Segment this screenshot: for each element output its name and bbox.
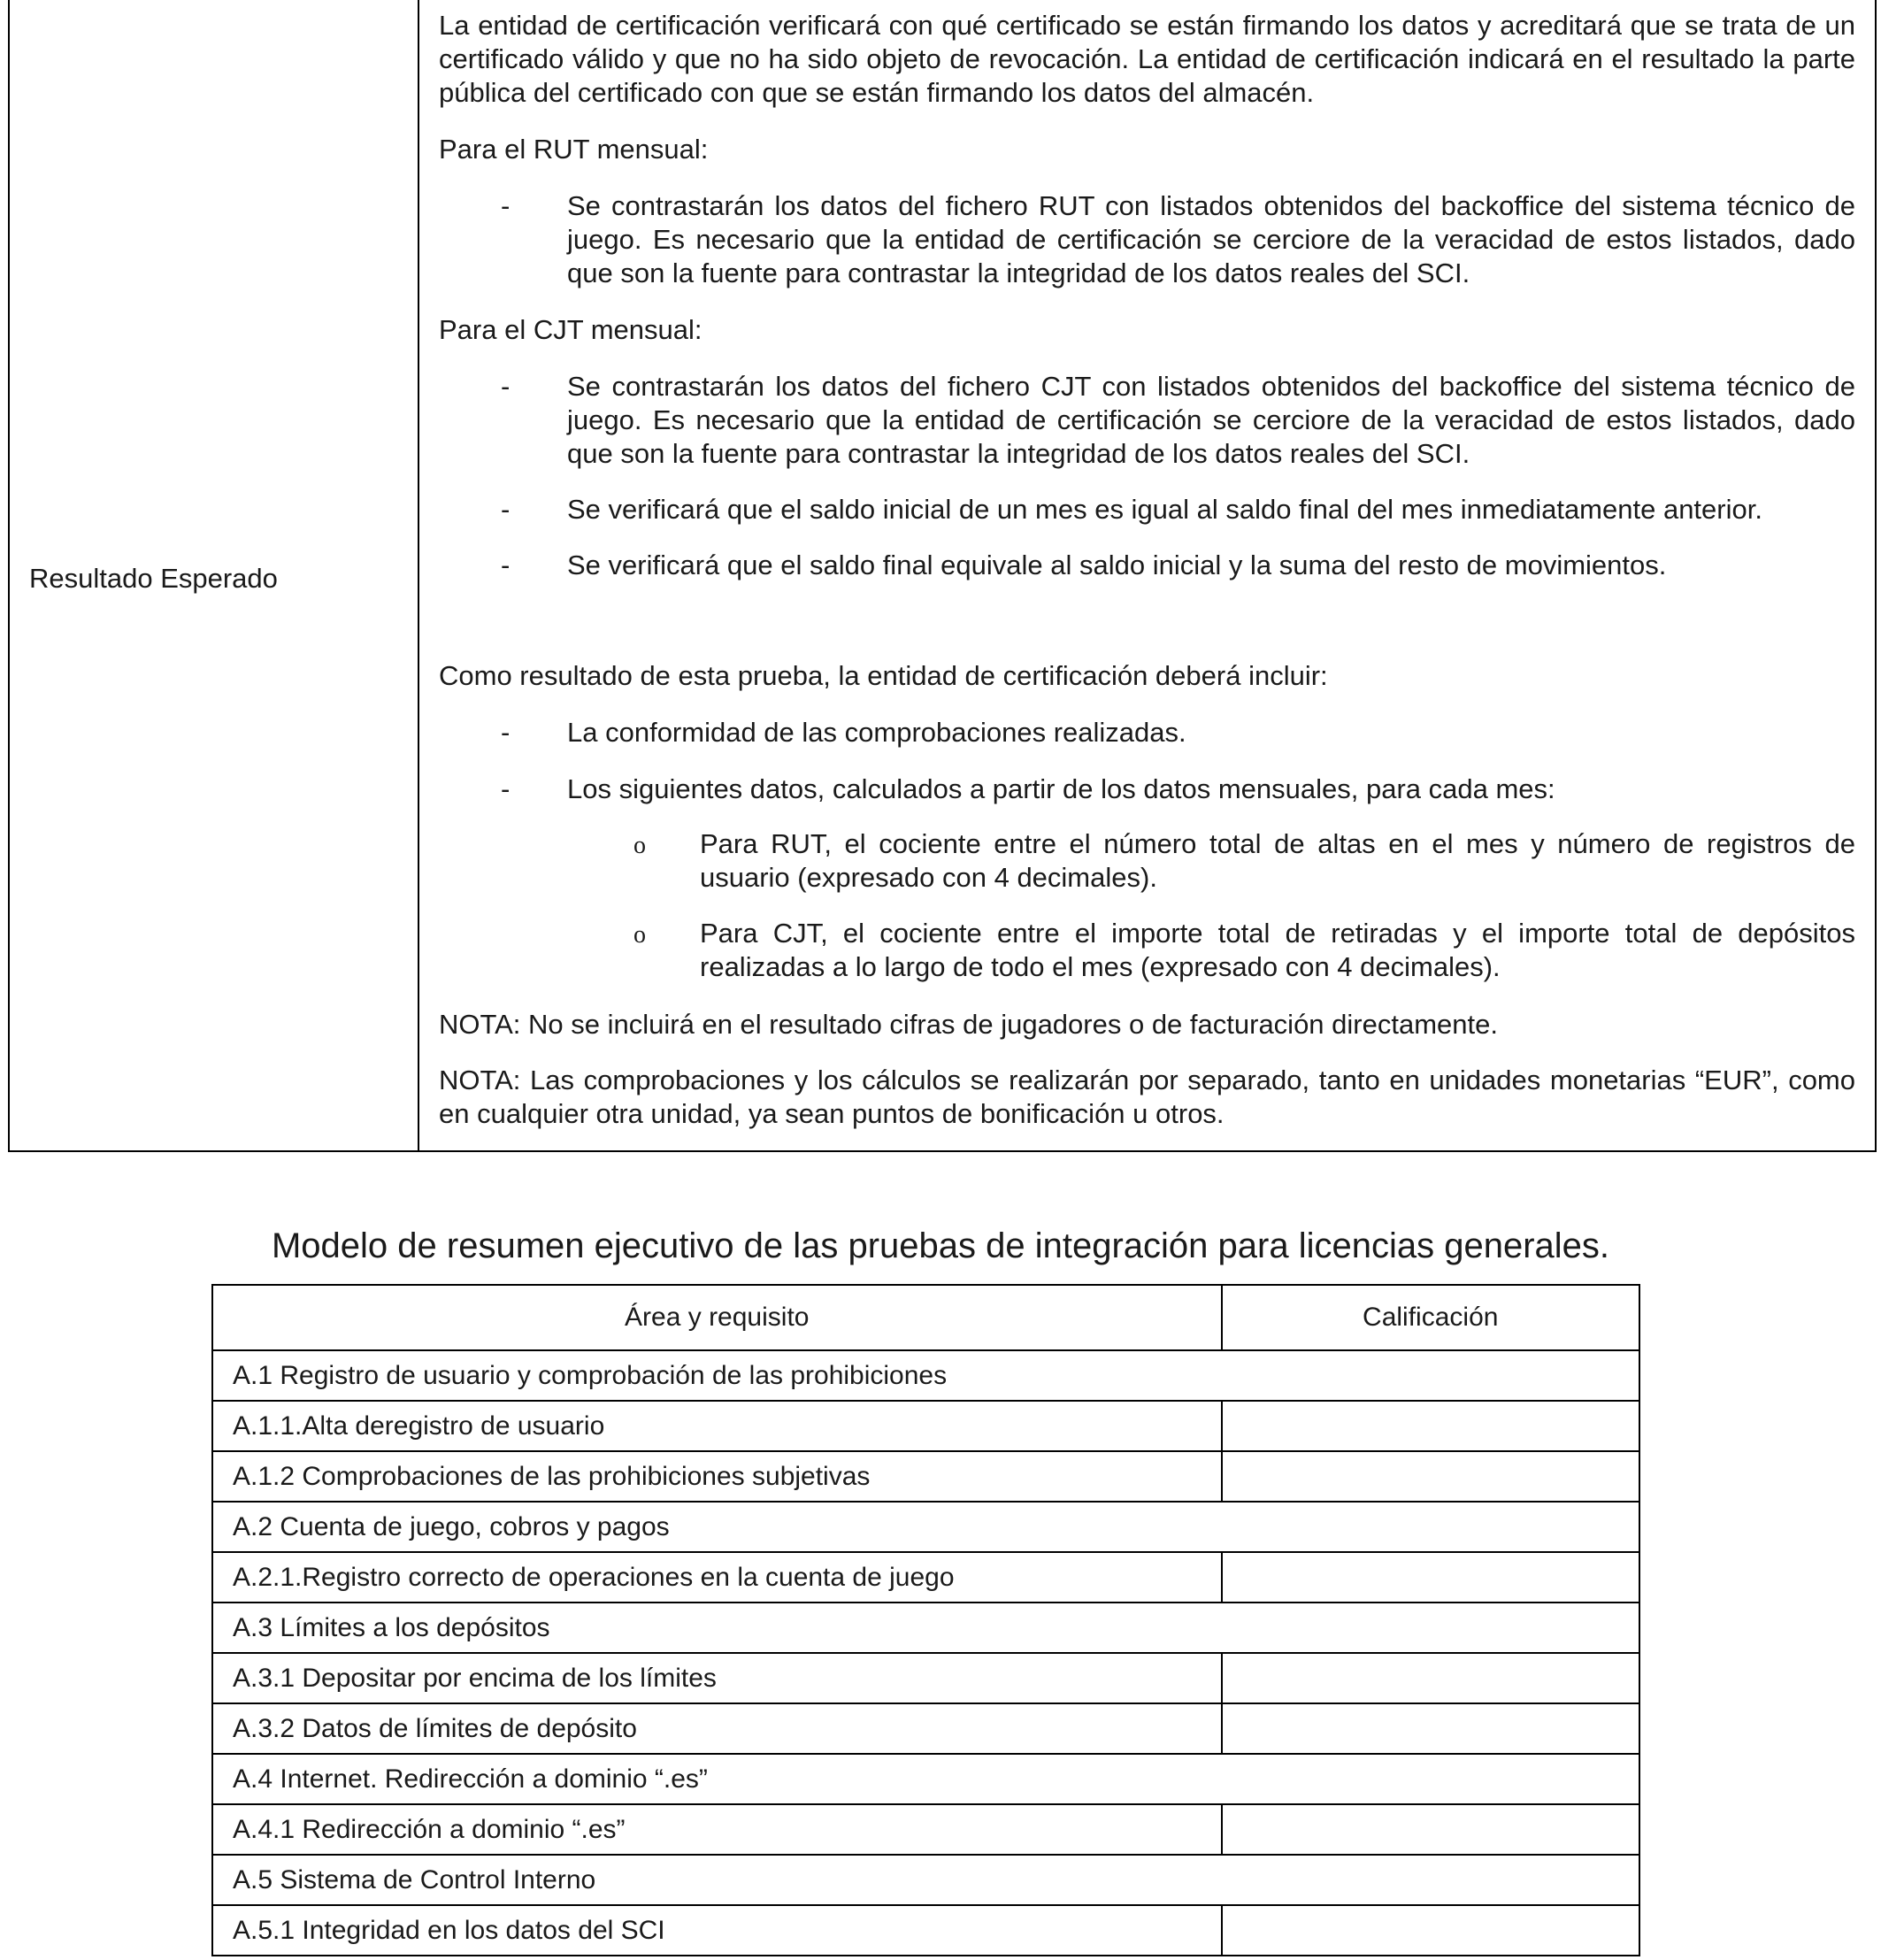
expected-result-content xyxy=(419,0,1875,1150)
summary-header-row xyxy=(212,1285,1639,1350)
rut-heading: Para el RUT mensual: xyxy=(439,134,709,165)
cjt-item: Se verificará que el saldo final equivale al saldo inicial y la suma del resto de movimientos. xyxy=(567,550,1667,580)
result-heading: Como resultado de esta prueba, la entidad de certificación deberá incluir: xyxy=(439,660,1328,691)
note-1: NOTA: No se incluirá en el resultado cifras de jugadores o de facturación directamente. xyxy=(439,1009,1498,1040)
grade-cell[interactable] xyxy=(1222,1804,1639,1855)
list-marker: - xyxy=(501,371,511,402)
section-row xyxy=(212,1603,1639,1653)
summary-body xyxy=(212,1350,1639,1956)
section-row xyxy=(212,1502,1639,1552)
summary-table xyxy=(211,1284,1640,1956)
requirement-row xyxy=(212,1552,1639,1603)
expected-result-table xyxy=(8,0,1877,1152)
requirement-label: A.1.1.Alta deregistro de usuario xyxy=(212,1401,1222,1451)
sub-list-marker: o xyxy=(633,832,646,859)
requirement-label: A.5.1 Integridad en los datos del SCI xyxy=(212,1905,1222,1956)
grade-cell[interactable] xyxy=(1222,1653,1639,1703)
section-label: A.4 Internet. Redirección a dominio “.es” xyxy=(212,1754,1639,1804)
requirement-row xyxy=(212,1653,1639,1703)
list-marker: - xyxy=(501,773,511,804)
requirement-label: A.4.1 Redirección a dominio “.es” xyxy=(212,1804,1222,1855)
grade-cell[interactable] xyxy=(1222,1401,1639,1451)
note-2: NOTA: Las comprobaciones y los cálculos se realizarán por separado, tanto en unidades monetarias “EUR”, como en cualquier otra unidad, ya sean puntos de bonificación u otros. xyxy=(439,1065,1855,1129)
requirement-row xyxy=(212,1401,1639,1451)
list-marker: - xyxy=(501,494,511,525)
list-marker: - xyxy=(501,550,511,580)
requirement-label: A.2.1.Registro correcto de operaciones en la cuenta de juego xyxy=(212,1552,1222,1603)
certificate-paragraph: La entidad de certificación verificará con qué certificado se están firmando los datos y acreditará que se trata de un certificado válido y que no ha sido objeto de revocación. La entidad de certificación indicará en el resultado la parte pública del certificado con que se están firmando los datos del almacén. xyxy=(439,10,1855,108)
section-label: A.3 Límites a los depósitos xyxy=(212,1603,1639,1653)
list-marker: - xyxy=(501,717,511,748)
requirement-row xyxy=(212,1905,1639,1956)
requirement-label: A.1.2 Comprobaciones de las prohibiciones subjetivas xyxy=(212,1451,1222,1502)
expected-result-label-cell xyxy=(10,0,419,1150)
sub-item: Para RUT, el cociente entre el número total de altas en el mes y número de registros de usuario (expresado con 4 decimales). xyxy=(700,828,1855,893)
rut-item: Se contrastarán los datos del fichero RUT con listados obtenidos del backoffice del sistema técnico de juego. Es necesario que la entidad de certificación se cerciore de la veracidad de estos listados, dado que son la fuente para contrastar la integridad de los datos reales del SCI. xyxy=(567,190,1855,288)
requirement-row xyxy=(212,1804,1639,1855)
result-item: La conformidad de las comprobaciones realizadas. xyxy=(567,717,1186,748)
sub-list-marker: o xyxy=(633,921,646,949)
header-grade: Calificación xyxy=(1222,1285,1639,1350)
requirement-row xyxy=(212,1703,1639,1754)
cjt-item: Se verificará que el saldo inicial de un mes es igual al saldo final del mes inmediatamente anterior. xyxy=(567,494,1762,525)
section-row xyxy=(212,1350,1639,1401)
section-label: A.5 Sistema de Control Interno xyxy=(212,1855,1639,1905)
section-row xyxy=(212,1855,1639,1905)
summary-title: Modelo de resumen ejecutivo de las pruebas de integración para licencias generales. xyxy=(271,1226,1610,1265)
cjt-item: Se contrastarán los datos del fichero CJT con listados obtenidos del backoffice del sistema técnico de juego. Es necesario que la entidad de certificación se cerciore de la veracidad de estos listados, dado que son la fuente para contrastar la integridad de los datos reales del SCI. xyxy=(567,371,1855,469)
sub-item: Para CJT, el cociente entre el importe total de retiradas y el importe total de depósitos realizadas a lo largo de todo el mes (expresado con 4 decimales). xyxy=(700,918,1855,982)
section-row xyxy=(212,1754,1639,1804)
header-area: Área y requisito xyxy=(212,1285,1222,1350)
list-marker: - xyxy=(501,190,511,221)
cjt-heading: Para el CJT mensual: xyxy=(439,314,702,345)
section-label: A.1 Registro de usuario y comprobación de las prohibiciones xyxy=(212,1350,1639,1401)
section-label: A.2 Cuenta de juego, cobros y pagos xyxy=(212,1502,1639,1552)
grade-cell[interactable] xyxy=(1222,1703,1639,1754)
requirement-label: A.3.1 Depositar por encima de los límites xyxy=(212,1653,1222,1703)
grade-cell[interactable] xyxy=(1222,1905,1639,1956)
expected-result-label: Resultado Esperado xyxy=(29,563,278,594)
requirement-label: A.3.2 Datos de límites de depósito xyxy=(212,1703,1222,1754)
grade-cell[interactable] xyxy=(1222,1552,1639,1603)
grade-cell[interactable] xyxy=(1222,1451,1639,1502)
result-item: Los siguientes datos, calculados a partir de los datos mensuales, para cada mes: xyxy=(567,773,1555,804)
requirement-row xyxy=(212,1451,1639,1502)
